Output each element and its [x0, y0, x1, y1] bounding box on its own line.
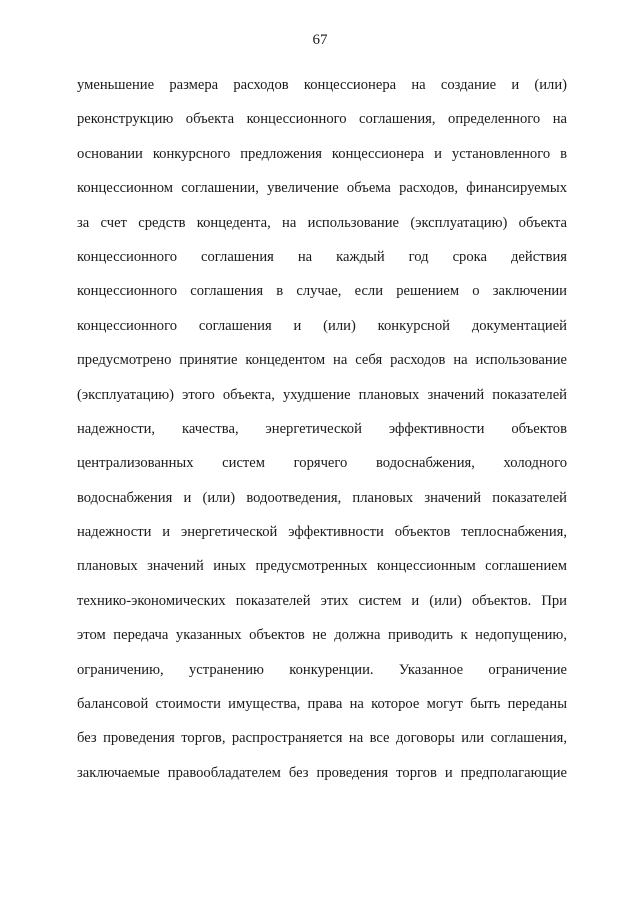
text-line: концессионного соглашения и (или) конкурсной документацией	[77, 317, 567, 334]
text-line: уменьшение размера расходов концессионера на создание и (или)	[77, 77, 567, 93]
text-line: (эксплуатацию) этого объекта, ухудшение плановых значений показателей	[77, 386, 567, 403]
text-line: ограничению, устранению конкуренции. Указанное ограничение	[77, 661, 567, 678]
text-line: концессионном соглашении, увеличение объема расходов, финансируемых	[77, 180, 567, 197]
text-line: заключаемые правообладателем без проведения торгов и предполагающие	[77, 764, 567, 781]
text-line: реконструкцию объекта концессионного соглашения, определенного на	[77, 111, 567, 128]
text-line: за счет средств концедента, на использование (эксплуатацию) объекта	[77, 214, 567, 231]
text-line: концессионного соглашения на каждый год срока действия	[77, 248, 567, 265]
text-line: основании конкурсного предложения концессионера и установленного в	[77, 145, 567, 162]
text-line: технико-экономических показателей этих систем и (или) объектов. При	[77, 592, 567, 609]
text-line: предусмотрено принятие концедентом на себя расходов на использование	[77, 352, 567, 369]
body-paragraph	[77, 68, 567, 790]
text-line: надежности и энергетической эффективности объектов теплоснабжения,	[77, 524, 567, 541]
text-line: централизованных систем горячего водоснабжения, холодного	[77, 455, 567, 472]
text-line: водоснабжения и (или) водоотведения, плановых значений показателей	[77, 489, 567, 506]
text-line: надежности, качества, энергетической эффективности объектов	[77, 420, 567, 437]
text-line: этом передача указанных объектов не должна приводить к недопущению,	[77, 627, 567, 644]
page-number: 67	[312, 32, 328, 48]
text-line: без проведения торгов, распространяется на все договоры или соглашения,	[77, 730, 567, 747]
text-line: плановых значений иных предусмотренных концессионным соглашением	[77, 558, 567, 575]
text-line: концессионного соглашения в случае, если решением о заключении	[77, 283, 567, 300]
text-line: балансовой стоимости имущества, права на которое могут быть переданы	[77, 696, 567, 713]
